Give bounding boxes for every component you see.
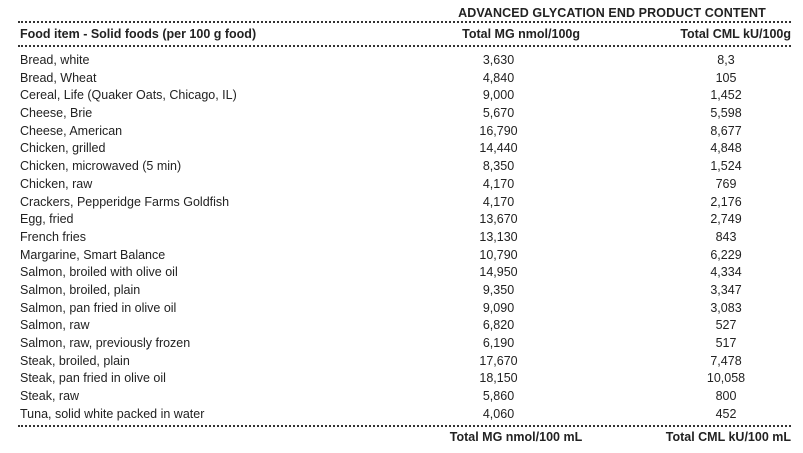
cell-total-cml: 105 bbox=[715, 70, 737, 85]
cell-total-cml: 517 bbox=[715, 336, 737, 350]
cell-total-cml: 527 bbox=[715, 318, 737, 333]
cell-food-item: Margarine, Smart Balance bbox=[20, 247, 166, 262]
header-food-item: Food item - Solid foods (per 100 g food) bbox=[20, 27, 257, 41]
cell-total-mg: 8,350 bbox=[482, 159, 515, 174]
table-row bbox=[20, 353, 791, 371]
cell-total-cml: 8,677 bbox=[710, 123, 742, 138]
cell-food-item: Salmon, raw bbox=[20, 318, 90, 333]
cell-total-mg: 14,440 bbox=[479, 141, 518, 156]
table-row bbox=[20, 158, 791, 176]
table-row bbox=[20, 247, 791, 265]
header-total-cml: Total CML kU/100g bbox=[680, 27, 791, 41]
cell-total-mg: 10,790 bbox=[479, 247, 518, 262]
header-total-mg: Total MG nmol/100g bbox=[462, 27, 580, 41]
cell-food-item: Salmon, raw, previously frozen bbox=[20, 336, 191, 350]
cell-total-mg: 6,190 bbox=[482, 336, 515, 350]
footer-total-cml: Total CML kU/100 mL bbox=[665, 430, 791, 444]
cell-food-item: Salmon, broiled, plain bbox=[20, 282, 141, 297]
footer-total-mg: Total MG nmol/100 mL bbox=[449, 430, 583, 444]
cell-total-mg: 4,170 bbox=[482, 194, 515, 209]
table-row bbox=[20, 370, 791, 388]
cell-total-cml: 7,478 bbox=[710, 353, 742, 368]
cell-food-item: Steak, broiled, plain bbox=[20, 353, 130, 368]
cell-total-mg: 13,130 bbox=[479, 229, 518, 244]
cell-total-cml: 4,848 bbox=[710, 141, 742, 156]
cell-total-cml: 6,229 bbox=[710, 247, 742, 262]
cell-total-mg: 3,630 bbox=[482, 53, 515, 67]
cell-total-mg: 17,670 bbox=[479, 353, 518, 368]
dotted-divider-top bbox=[18, 21, 791, 23]
dotted-divider-header bbox=[18, 45, 791, 47]
cell-total-cml: 2,749 bbox=[710, 212, 742, 227]
cell-food-item: Steak, raw bbox=[20, 389, 80, 404]
cell-total-mg: 5,670 bbox=[482, 106, 515, 121]
table-row bbox=[20, 140, 791, 158]
table-row bbox=[20, 317, 791, 335]
cell-total-cml: 8,3 bbox=[717, 53, 735, 67]
table-row bbox=[20, 211, 791, 229]
dotted-divider-bottom bbox=[18, 425, 791, 427]
cell-food-item: Tuna, solid white packed in water bbox=[20, 406, 205, 421]
cell-food-item: Chicken, microwaved (5 min) bbox=[20, 159, 182, 174]
cell-food-item: Cereal, Life (Quaker Oats, Chicago, IL) bbox=[20, 88, 237, 103]
cell-food-item: Bread, Wheat bbox=[20, 70, 97, 85]
cell-food-item: Chicken, grilled bbox=[20, 141, 106, 156]
cell-total-cml: 2,176 bbox=[710, 194, 742, 209]
cell-food-item: Salmon, broiled with olive oil bbox=[20, 265, 178, 280]
cell-total-cml: 10,058 bbox=[706, 371, 746, 386]
cell-total-cml: 3,347 bbox=[710, 282, 742, 297]
cell-food-item: Cheese, American bbox=[20, 123, 123, 138]
cell-food-item: French fries bbox=[20, 229, 86, 244]
table-row bbox=[20, 300, 791, 318]
table-body bbox=[20, 52, 791, 423]
cell-total-cml: 843 bbox=[715, 229, 737, 244]
table-row bbox=[20, 105, 791, 123]
cell-total-mg: 9,090 bbox=[482, 300, 515, 315]
cell-total-cml: 5,598 bbox=[710, 106, 742, 121]
cell-total-cml: 3,083 bbox=[710, 300, 742, 315]
table-row bbox=[20, 282, 791, 300]
cell-total-cml: 1,452 bbox=[710, 88, 742, 103]
cell-total-mg: 6,820 bbox=[482, 318, 515, 333]
cell-total-mg: 14,950 bbox=[479, 265, 518, 280]
table-row bbox=[20, 176, 791, 194]
table-row bbox=[20, 229, 791, 247]
cell-total-mg: 9,350 bbox=[482, 282, 515, 297]
table-row bbox=[20, 123, 791, 141]
cell-total-cml: 1,524 bbox=[710, 159, 742, 174]
cell-total-mg: 9,000 bbox=[482, 88, 515, 103]
cell-food-item: Salmon, pan fried in olive oil bbox=[20, 300, 177, 315]
table-footer-row bbox=[20, 430, 791, 446]
table-row bbox=[20, 194, 791, 212]
table-supertitle: ADVANCED GLYCATION END PRODUCT CONTENT bbox=[458, 6, 766, 20]
cell-food-item: Cheese, Brie bbox=[20, 106, 93, 121]
table-row bbox=[20, 388, 791, 406]
cell-food-item: Egg, fried bbox=[20, 212, 74, 227]
table-row bbox=[20, 264, 791, 282]
table-row bbox=[20, 87, 791, 105]
cell-total-mg: 18,150 bbox=[479, 371, 518, 386]
cell-total-cml: 452 bbox=[715, 406, 737, 421]
cell-food-item: Bread, white bbox=[20, 53, 90, 67]
cell-total-cml: 4,334 bbox=[710, 265, 742, 280]
cell-total-cml: 800 bbox=[715, 389, 737, 404]
table-row bbox=[20, 70, 791, 88]
cell-total-mg: 13,670 bbox=[479, 212, 518, 227]
cell-food-item: Steak, pan fried in olive oil bbox=[20, 371, 166, 386]
table-header-row bbox=[20, 27, 791, 43]
cell-total-mg: 4,060 bbox=[482, 406, 515, 421]
cell-total-mg: 4,840 bbox=[482, 70, 515, 85]
table-row bbox=[20, 52, 791, 70]
cell-food-item: Crackers, Pepperidge Farms Goldfish bbox=[20, 194, 230, 209]
table-row bbox=[20, 406, 791, 424]
cell-total-mg: 16,790 bbox=[479, 123, 518, 138]
cell-total-mg: 4,170 bbox=[482, 176, 515, 191]
table-row bbox=[20, 335, 791, 353]
cell-total-mg: 5,860 bbox=[482, 389, 515, 404]
cell-total-cml: 769 bbox=[715, 176, 737, 191]
cell-food-item: Chicken, raw bbox=[20, 176, 93, 191]
